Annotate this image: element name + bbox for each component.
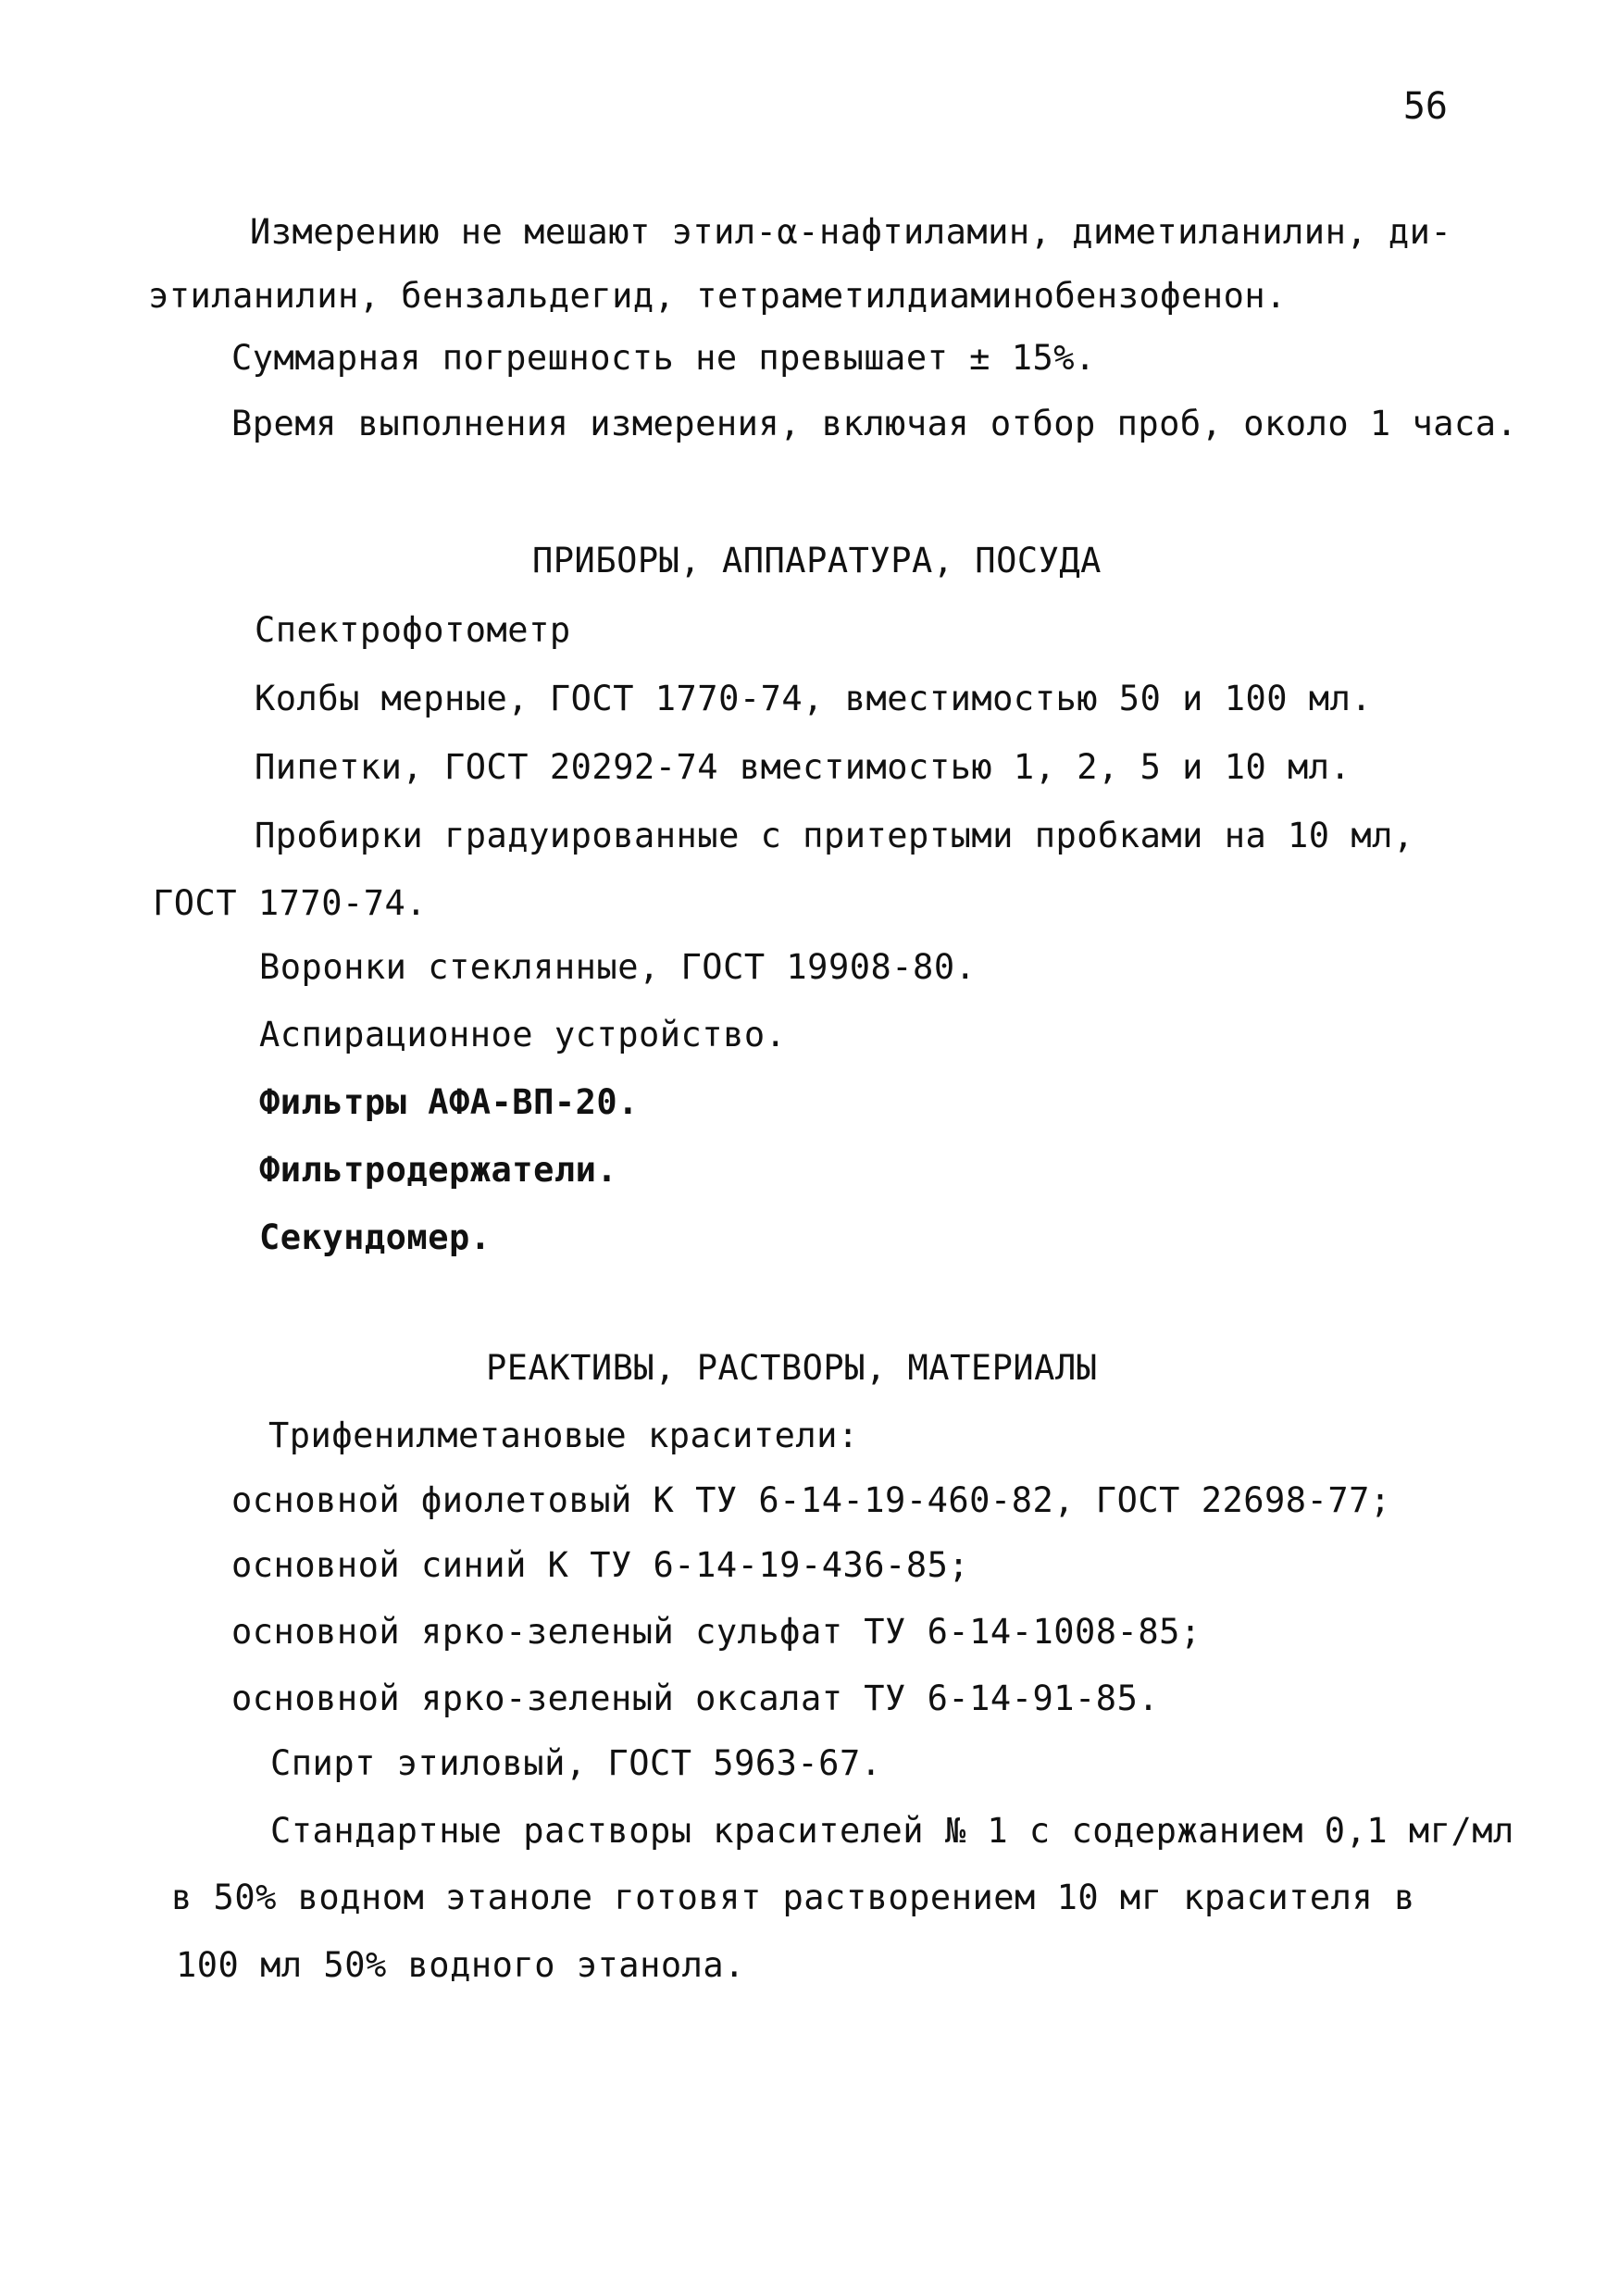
standard-solution-line: 100 мл 50% водного этанола. <box>176 1945 745 1985</box>
standard-solution-line: в 50% водном этаноле готовят растворением 10 мг красителя в <box>171 1878 1415 1917</box>
dye-item: основной синий К ТУ 6-14-19-436-85; <box>231 1545 970 1585</box>
dye-item: основной фиолетовый К ТУ 6-14-19-460-82, ГОСТ 22698-77; <box>231 1480 1391 1520</box>
dye-item: основной ярко-зеленый оксалат ТУ 6-14-91-85. <box>231 1678 1160 1718</box>
page-number: 56 <box>1402 85 1448 128</box>
equipment-item: Пробирки градуированные с притертыми пробками на 10 мл, <box>255 816 1414 855</box>
equipment-item: ГОСТ 1770-74. <box>153 883 428 923</box>
standard-solution-line: Стандартные растворы красителей № 1 с содержанием 0,1 мг/мл <box>270 1811 1514 1851</box>
intro-line-1: Измерению не мешают этил-α-нафтиламин, диметиланилин, ди- <box>250 212 1452 252</box>
intro-line-2: этиланилин, бензальдегид, тетраметилдиаминобензофенон. <box>148 276 1287 316</box>
equipment-item: Фильтродержатели. <box>259 1150 618 1190</box>
equipment-item: Спектрофотометр <box>255 610 571 650</box>
equipment-heading: ПРИБОРЫ, АППАРАТУРА, ПОСУДА <box>532 541 1102 580</box>
reagents-heading: РЕАКТИВЫ, РАСТВОРЫ, МАТЕРИАЛЫ <box>486 1348 1098 1388</box>
dyes-title: Трифенилметановые красители: <box>268 1416 859 1455</box>
equipment-item: Пипетки, ГОСТ 20292-74 вместимостью 1, 2, 5 и 10 мл. <box>255 747 1351 787</box>
time-line: Время выполнения измерения, включая отбор проб, около 1 часа. <box>231 404 1518 443</box>
alcohol-line: Спирт этиловый, ГОСТ 5963-67. <box>270 1743 882 1783</box>
equipment-item: Секундомер. <box>259 1217 492 1257</box>
error-line: Суммарная погрешность не превышает ± 15%. <box>231 338 1096 378</box>
equipment-item: Аспирационное устройство. <box>259 1015 787 1054</box>
equipment-item: Фильтры АФА-ВП-20. <box>259 1082 639 1122</box>
dye-item: основной ярко-зеленый сульфат ТУ 6-14-1008-85; <box>231 1612 1202 1652</box>
equipment-item: Колбы мерные, ГОСТ 1770-74, вместимостью 50 и 100 мл. <box>255 679 1373 718</box>
equipment-item: Воронки стеклянные, ГОСТ 19908-80. <box>259 947 977 987</box>
